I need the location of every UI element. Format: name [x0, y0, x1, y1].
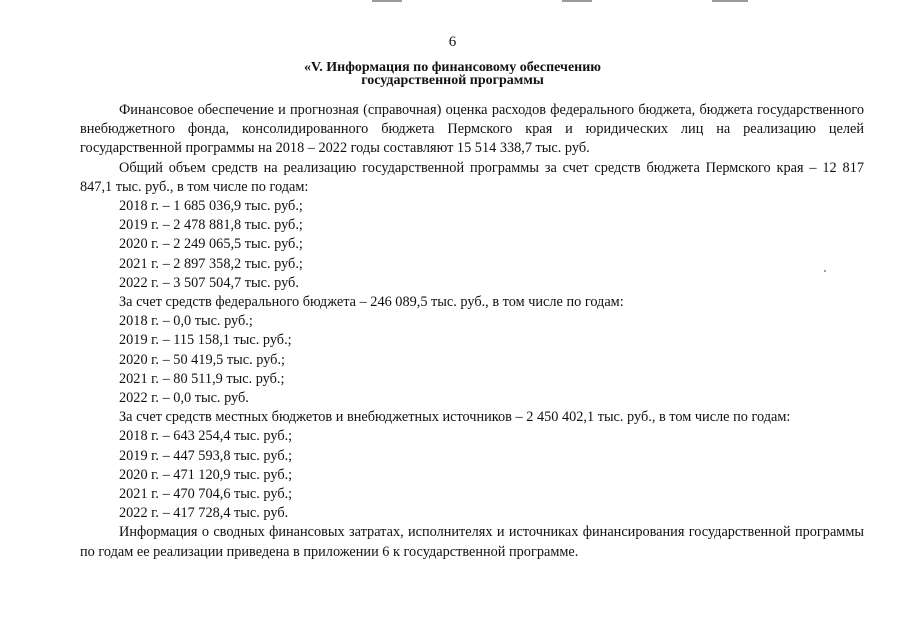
local-budget-line: За счет средств местных бюджетов и внебюджетных источников – 2 450 402,1 тыс. руб., в том числе по годам: — [119, 409, 791, 426]
regional-budget-paragraph: Общий объем средств на реализацию государственной программы за счет средств бюджета Пермского края – 12 817 847,1 тыс. руб., в том числе по годам: — [80, 159, 864, 195]
local-year-line: 2021 г. – 470 704,6 тыс. руб.; — [119, 486, 293, 503]
regional-year-line: 2021 г. – 2 897 358,2 тыс. руб.; — [119, 255, 303, 272]
federal-year-line: 2018 г. – 0,0 тыс. руб.; — [119, 313, 253, 330]
regional-year-line: 2022 г. – 3 507 504,7 тыс. руб. — [119, 274, 299, 291]
federal-year-line: 2020 г. – 50 419,5 тыс. руб.; — [119, 351, 285, 368]
federal-year-line: 2022 г. – 0,0 тыс. руб. — [119, 390, 249, 407]
regional-year-line: 2020 г. – 2 249 065,5 тыс. руб.; — [119, 236, 303, 253]
section-heading-line-1: «V. Информация по финансовому обеспечению — [303, 60, 601, 75]
intro-paragraph: Финансовое обеспечение и прогнозная (справочная) оценка расходов федерального бюджета, бюджета государственного внебюджетного фонда, консолидированного бюджета Пермского края и юридических лиц на реализацию целей государственной программы на 2018 – 2022 годы составляют 15 514 338,7 тыс. руб. — [80, 102, 864, 157]
closing-paragraph: Информация о сводных финансовых затратах, исполнителях и источниках финансирования государственной программы по годам ее реализации приведена в приложении 6 к государственной программе. — [80, 524, 864, 560]
scan-mark — [372, 0, 402, 2]
local-year-line: 2022 г. – 417 728,4 тыс. руб. — [119, 505, 289, 522]
local-year-line: 2020 г. – 471 120,9 тыс. руб.; — [119, 466, 293, 483]
page-number: 6 — [448, 34, 457, 50]
section-heading — [0, 61, 905, 87]
scan-mark — [562, 0, 592, 2]
local-year-line: 2019 г. – 447 593,8 тыс. руб.; — [119, 447, 293, 464]
regional-year-line: 2019 г. – 2 478 881,8 тыс. руб.; — [119, 217, 303, 234]
scan-mark — [712, 0, 748, 2]
document-body — [80, 101, 864, 562]
regional-year-line: 2018 г. – 1 685 036,9 тыс. руб.; — [119, 198, 303, 215]
federal-year-line: 2021 г. – 80 511,9 тыс. руб.; — [119, 370, 285, 387]
local-year-line: 2018 г. – 643 254,4 тыс. руб.; — [119, 428, 293, 445]
federal-budget-line: За счет средств федерального бюджета – 246 089,5 тыс. руб., в том числе по годам: — [119, 294, 624, 311]
federal-year-line: 2019 г. – 115 158,1 тыс. руб.; — [119, 332, 292, 349]
section-heading-line-2: государственной программы — [361, 73, 544, 88]
